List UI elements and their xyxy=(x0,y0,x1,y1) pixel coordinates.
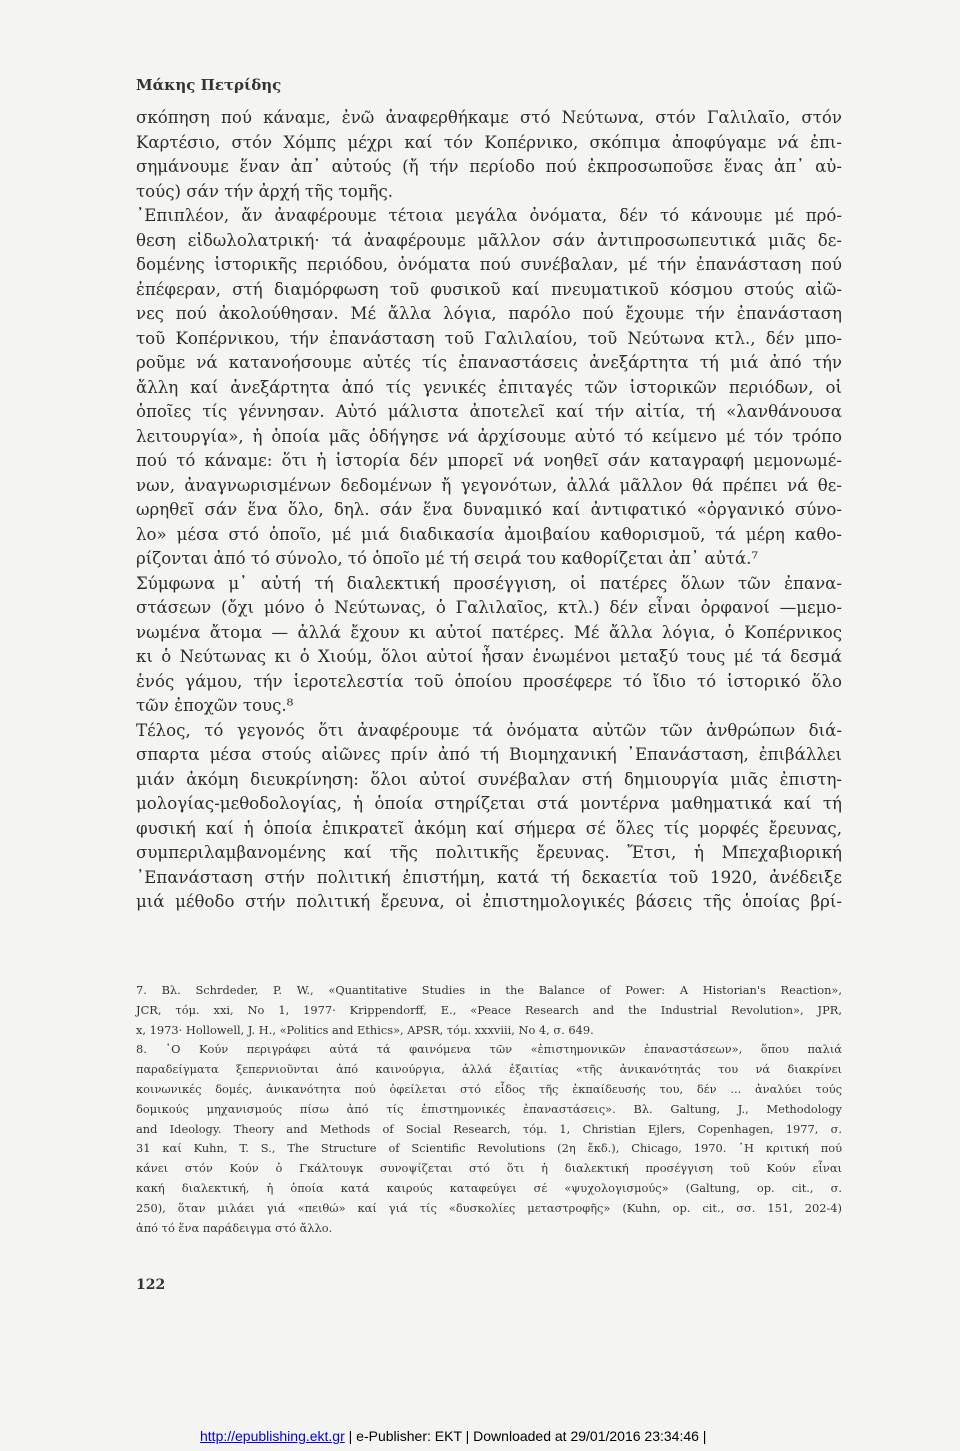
footnote-line: JCR, τόμ. xxi, No 1, 1977· Krippendorff, E., «Peace Research and the Industrial Revolution», JPR, xyxy=(136,1002,842,1017)
body-line: μιά μέθοδο στήν πολιτική ἔρευνα, οἱ ἐπιστημολογικές βάσεις τῆς ὁποίας βρί- xyxy=(136,892,842,911)
footnote-line: ἀπό τό ἕνα παράδειγμα στό ἄλλο. xyxy=(136,1220,333,1235)
body-line: ἑνός γάμου, τήν ἱεροτελεστία τοῦ ὁποίου προσέφερε τό ἴδιο τό ἱστορικό ὅλο xyxy=(136,671,842,691)
body-line: στάσεων (ὄχι μόνο ὁ Νεύτωνας, ὁ Γαλιλαῖος, κτλ.) δέν εἶναι ὀρφανοί —μεμο- xyxy=(136,598,842,617)
footnote-line: 8. ῾Ο Κούν περιγράφει αὐτά τά φαινόμενα τῶν «ἐπιστημονικῶν ἐπαναστάσεων», ὅπου παλιά xyxy=(136,1042,842,1057)
body-line: νωμένα ἄτομα — ἀλλά ἔχουν κι αὐτοί πατέρες. Μέ ἄλλα λόγια, ὁ Κοπέρνικος xyxy=(136,622,842,642)
footnote-line: 31 καί Kuhn, T. S., The Structure of Scientific Revolutions (2η ἔκδ.), Chicago, 1970. ῾Η κριτική πού xyxy=(136,1141,842,1156)
body-line: Τέλος, τό γεγονός ὅτι ἀναφέρουμε τά ὀνόματα αὐτῶν τῶν ἀνθρώπων διά- xyxy=(136,720,842,740)
body-line: κι ὁ Νεύτωνας κι ὁ Χιούμ, ὅλοι αὐτοί ἦσαν ἑνωμένοι μεταξύ τους μέ τά δεσμά xyxy=(136,647,842,666)
body-line: σημάνουμε ἕναν ἀπ᾽ αὐτούς (ἤ τήν περίοδο πού ἐκπροσωποῦσε ἕνας ἀπ᾽ αὐ- xyxy=(136,157,842,176)
footnote-line: κοινωνικές δομές, ἀνικανότητα πού ὀφείλεται στό εἶδος τῆς ἐκπαίδευσής του, δέν ... ἀναλύει τούς xyxy=(136,1081,842,1096)
body-line: μιάν ἀκόμη διευκρίνηση: ὅλοι αὐτοί συνέβαλαν στή δημιουργία μιᾶς ἐπιστη- xyxy=(136,769,842,789)
body-line: ᾿Επανάσταση στήν πολιτική ἐπιστήμη, κατά τή δεκαετία τοῦ 1920, ἀνέδειξε xyxy=(136,867,842,887)
download-info: | e-Publisher: EKT | Downloaded at 29/01/2016 23:34:46 | xyxy=(344,1428,707,1444)
footnote-line: x, 1973· Hollowell, J. H., «Politics and Ethics», APSR, τόμ. xxxviii, No 4, σ. 649. xyxy=(136,1022,594,1037)
body-line: ροῦμε νά κατανοήσουμε αὐτές τίς ἐπαναστάσεις ἀνεξάρτητα τή μιά ἀπό τήν xyxy=(136,353,842,372)
footnote-line: κάνει στόν Κούν ὁ Γκάλτουγκ συνοψίζεται στό ὅτι ἡ διαλεκτική προσέγγιση τοῦ Κούν εἶναι xyxy=(136,1161,842,1176)
body-line: θεση εἰδωλολατρική· τά ἀναφέρουμε μᾶλλον σάν ἀντιπροσωπευτικά μιᾶς δε- xyxy=(136,230,842,250)
body-line: ὁποῖες τίς γέννησαν. Αὐτό μάλιστα ἀποτελεῖ καί τήν αἰτία, τή «λανθάνουσα xyxy=(136,402,842,421)
epublishing-link[interactable]: http://epublishing.ekt.gr xyxy=(200,1428,345,1444)
footnote-line: παραδείγματα ξεπερνιοῦνται ἀπό καινούργια, ἀλλά ἐξαιτίας «τῆς ἀνικανότητάς του νά διακρίνει xyxy=(136,1062,842,1077)
body-line: ἐπέφεραν, στή διαμόρφωση τοῦ φυσικοῦ καί πνευματικοῦ κόσμου στούς αἰῶ- xyxy=(136,279,842,299)
body-line: ωρηθεῖ σάν ἕνα ὅλο, δηλ. σάν ἕνα δυναμικό καί ἀντιφατικό «ὀργανικό σύνο- xyxy=(136,500,842,519)
body-line: νων, ἀναγνωρισμένων δεδομένων ἤ γεγονότων, ἀλλά μᾶλλον θά πρέπει νά θε- xyxy=(136,475,842,495)
footnote-line: 7. Βλ. Schrdeder, P. W., «Quantitative Studies in the Balance of Power: A Historian's Reaction», xyxy=(136,983,842,997)
body-line: λο» μέσα στό ὁποῖο, μέ μιά διαδικασία ἀμοιβαίου καθορισμοῦ, τά μέρη καθο- xyxy=(136,524,842,544)
body-line: δομένης ἱστορικῆς περιόδου, ὀνόματα πού συνέβαλαν, μέ τήν ἐπανάσταση πού xyxy=(136,255,842,274)
footnote-line: κακή διαλεκτική, ἡ ὁποία κατά καιρούς καταφεύγει σέ «ψυχολογισμούς» (Galtung, op. cit., σ. xyxy=(136,1180,842,1195)
body-line: τούς) σάν τήν ἀρχή τῆς τομῆς. xyxy=(136,181,394,201)
body-line: φυσική καί ἡ ὁποία ἐπικρατεῖ ἀκόμη καί σήμερα σέ ὅλες τίς μορφές ἔρευνας, xyxy=(136,818,842,838)
page-number: 122 xyxy=(136,1277,166,1293)
body-line: πού τό κάναμε: ὅτι ἡ ἱστορία δέν μπορεῖ νά νοηθεῖ σάν καταγραφή μεμονωμέ- xyxy=(136,451,842,470)
body-line: τῶν ἐποχῶν τους.⁸ xyxy=(136,696,294,715)
body-text xyxy=(136,106,842,915)
body-line: ᾿Επιπλέον, ἄν ἀναφέρουμε τέτοια μεγάλα ὀνόματα, δέν τό κάνουμε μέ πρό- xyxy=(136,206,842,225)
body-line: σπαρτα μέσα στούς αἰῶνες πρίν ἀπό τή Βιομηχανική ᾿Επανάσταση, ἐπιβάλλει xyxy=(136,745,842,764)
body-line: Σύμφωνα μ᾽ αὐτή τή διαλεκτική προσέγγιση, οἱ πατέρες ὅλων τῶν ἐπανα- xyxy=(136,573,842,593)
body-line: μολογίας-μεθοδολογίας, ἡ ὁποία στηρίζεται στά μοντέρνα μαθηματικά καί τή xyxy=(136,794,842,813)
footnote-line: δομικούς μηχανισμούς πίσω ἀπό τίς ἐπιστημονικές ἐπαναστάσεις». Βλ. Galtung, J., Methodology xyxy=(136,1101,842,1116)
footnote-line: 250), ὅταν μιλάει γιά «πειθώ» καί γιά τίς «δυσκολίες μεταστροφῆς» (Kuhn, op. cit., σσ. 151, 202-4) xyxy=(136,1200,842,1215)
body-line: νες πού ἀκολούθησαν. Μέ ἄλλα λόγια, παρόλο πού ἔχουμε τήν ἐπανάσταση xyxy=(136,304,842,323)
running-head-author: Μάκης Πετρίδης xyxy=(136,76,282,94)
body-line: συμπεριλαμβανομένης καί τῆς πολιτικῆς ἔρευνας. Ἔτσι, ἡ Μπεχαβιορική xyxy=(136,843,842,862)
body-line: λειτουργία», ἡ ὁποία μᾶς ὁδήγησε νά ἀρχίσουμε αὐτό τό κείμενο μέ τόν τρόπο xyxy=(136,426,842,446)
body-line: τοῦ Κοπέρνικου, τήν ἐπανάσταση τοῦ Γαλιλαίου, τοῦ Νεύτωνα κτλ., δέν μπο- xyxy=(136,328,842,348)
footnote-line: and Ideology. Theory and Methods of Social Research, τόμ. 1, Christian Ejlers, Copenhagen, 1977, σ. xyxy=(136,1121,842,1136)
body-line: Καρτέσιο, στόν Χόμπς μέχρι καί τόν Κοπέρνικο, σκόπιμα ἀποφύγαμε νά ἐπι- xyxy=(136,132,842,152)
body-line: ἄλλη καί ἀνεξάρτητα ἀπό τίς γενικές ἐπιταγές τῶν ἱστορικῶν περιόδων, οἱ xyxy=(136,377,842,397)
download-footer xyxy=(200,1428,706,1444)
body-line: σκόπηση πού κάναμε, ἐνῶ ἀναφερθήκαμε στό Νεύτωνα, στόν Γαλιλαῖο, στόν xyxy=(136,108,842,127)
footnotes xyxy=(136,981,842,1238)
body-line: ρίζονται ἀπό τό σύνολο, τό ὁποῖο μέ τή σειρά του καθορίζεται ἀπ᾽ αὐτά.⁷ xyxy=(136,549,759,568)
